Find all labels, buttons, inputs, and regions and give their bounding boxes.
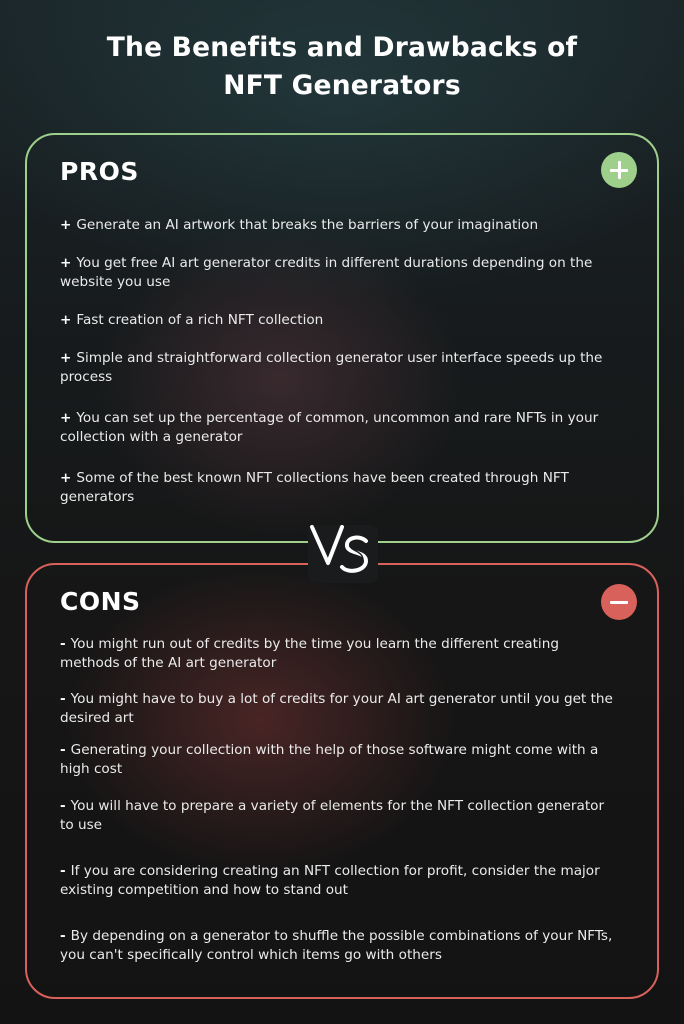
pros-item [60,349,620,387]
cons-item-marker: - [60,798,66,814]
cons-item-text: You will have to prepare a variety of elements for the NFT collection generator to use [60,798,605,833]
cons-item-marker: - [60,863,66,879]
cons-item-marker: - [60,742,66,758]
vs-icon [306,517,378,585]
cons-item [60,741,620,779]
pros-item [60,254,620,292]
cons-item-text: You might run out of credits by the time you learn the different creating methods of the AI art generator [60,636,559,671]
pros-item-text: Some of the best known NFT collections have been created through NFT generators [60,470,569,505]
minus-icon-bar [610,601,628,604]
plus-icon [601,152,637,188]
cons-item-marker: - [60,928,66,944]
cons-item [60,797,620,835]
cons-item [60,927,620,965]
cons-item-marker: - [60,691,66,707]
pros-item [60,469,620,507]
pros-panel [25,133,659,543]
pros-item-text: Simple and straightforward collection generator user interface speeds up the process [60,350,603,385]
pros-item-marker: + [60,217,72,233]
pros-item-marker: + [60,470,72,486]
cons-item-text: If you are considering creating an NFT collection for profit, consider the major existing competition and how to stand out [60,863,600,898]
minus-icon [601,584,637,620]
cons-item-text: Generating your collection with the help of those software might come with a high cost [60,742,599,777]
page-title [0,29,684,105]
pros-item [60,409,620,447]
cons-panel [25,563,659,999]
cons-item [60,690,620,728]
cons-item [60,862,620,900]
cons-item-text: You might have to buy a lot of credits for your AI art generator until you get the desired art [60,691,613,726]
cons-item-text: By depending on a generator to shuffle the possible combinations of your NFTs, you can't specifically control which items go with others [60,928,613,963]
pros-item-marker: + [60,255,72,271]
pros-item [60,311,620,330]
cons-item-marker: - [60,636,66,652]
pros-item-marker: + [60,312,72,328]
vs-label: VS [306,517,308,518]
pros-item-text: Fast creation of a rich NFT collection [76,312,324,328]
page-title-line-1: The Benefits and Drawbacks of [106,32,578,63]
pros-item-text: You can set up the percentage of common, uncommon and rare NFTs in your collection with a generator [60,410,599,445]
page-title-line-2: NFT Generators [223,70,461,101]
pros-item-text: You get free AI art generator credits in different durations depending on the website you use [60,255,593,290]
pros-item-marker: + [60,410,72,426]
plus-icon-vertical-bar [618,161,621,179]
pros-item-text: Generate an AI artwork that breaks the barriers of your imagination [76,217,539,233]
cons-heading: CONS [60,587,141,616]
pros-item-marker: + [60,350,72,366]
cons-item [60,635,620,673]
pros-item [60,216,620,235]
pros-heading: PROS [60,157,139,186]
